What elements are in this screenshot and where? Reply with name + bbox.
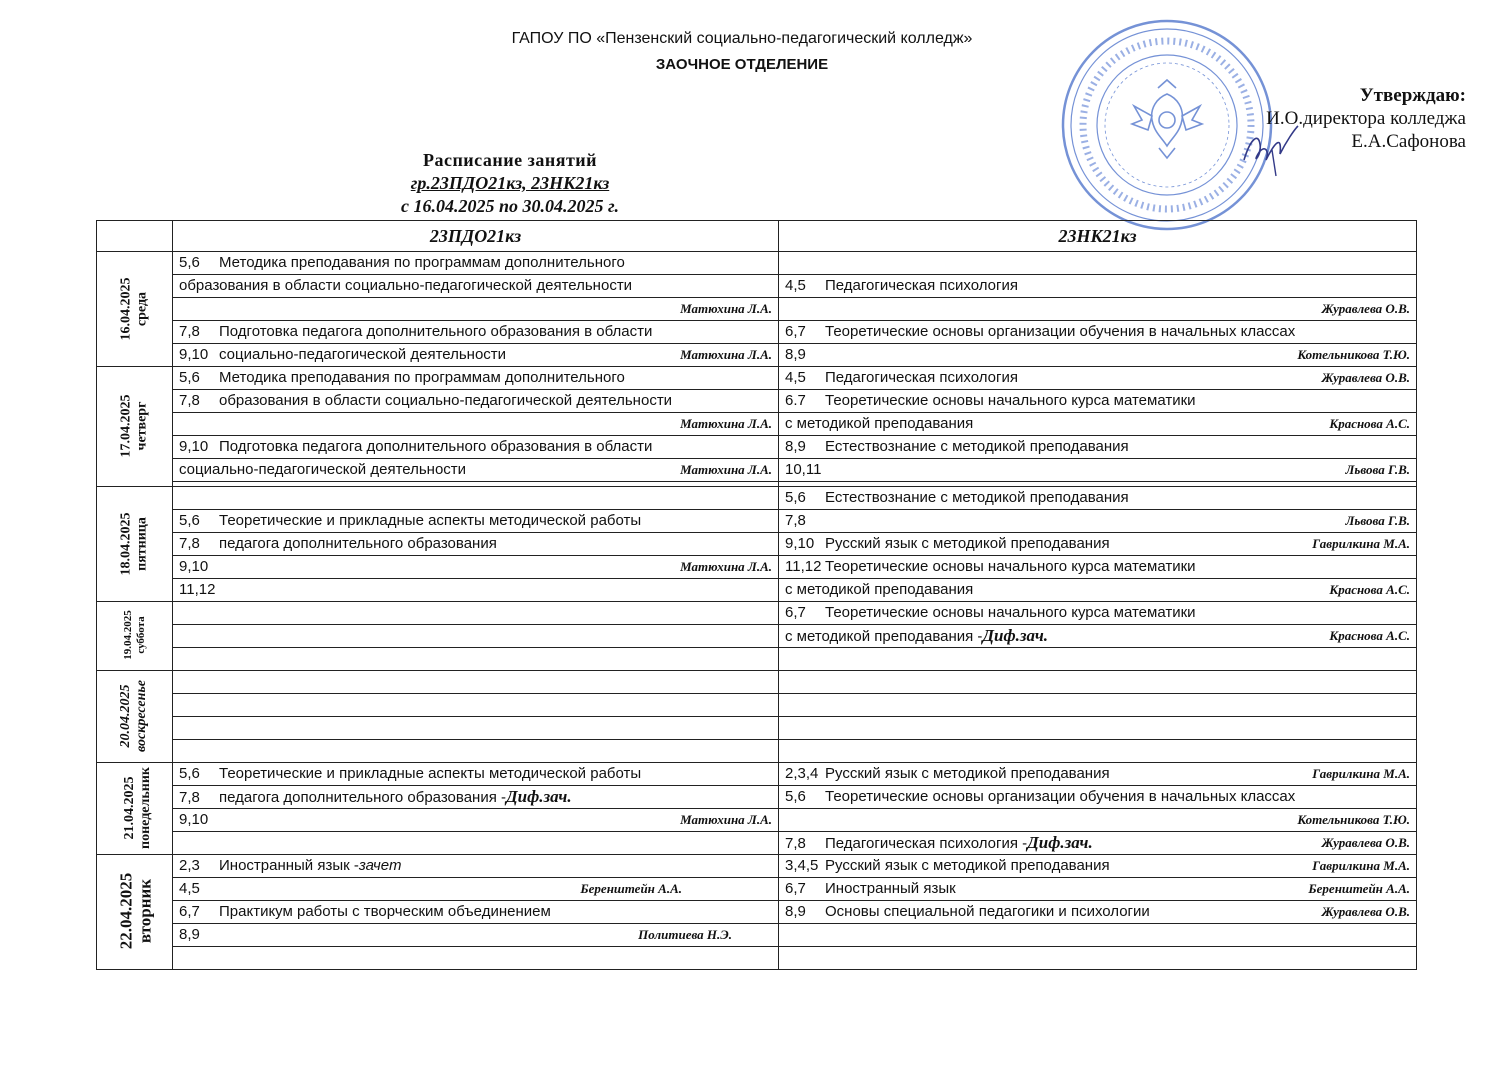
day-date: 17.04.2025 [118, 394, 134, 458]
approval-block [1266, 84, 1466, 153]
teacher-name: Беренштейн А.А. [1308, 881, 1410, 896]
lesson-cell [779, 763, 1417, 786]
lesson-hours: 7,8 [785, 512, 806, 529]
lesson-subject: социально-педагогической деятельности [219, 346, 507, 363]
lesson-subject: Теоретические основы организации обучения в начальных классах [825, 788, 1296, 805]
table-row [97, 947, 1417, 970]
table-row [97, 413, 1417, 436]
teacher-name: Краснова А.С. [1329, 582, 1410, 597]
day-weekday: пятница [134, 516, 150, 571]
teacher-name: Львова Г.В. [1345, 513, 1410, 528]
lesson-hours: 10,11 [785, 461, 822, 478]
day-label [97, 671, 173, 763]
day-weekday: воскресенье [134, 679, 150, 753]
lesson-hours: 7,8 [179, 323, 200, 340]
lesson-hours: 8,9 [179, 926, 200, 943]
page-title: Расписание занятий [422, 150, 598, 170]
lesson-subject: Теоретические основы начального курса математики [825, 604, 1196, 621]
lesson-subject: Теоретические и прикладные аспекты методической работы [219, 765, 642, 782]
lesson-subject: Педагогическая психология [825, 369, 1018, 386]
lesson-hours: 8,9 [785, 346, 806, 363]
lesson-cell [779, 671, 1417, 694]
lesson-subject: Естествознание с методикой преподавания [825, 438, 1129, 455]
lesson-cell [173, 556, 779, 579]
lesson-cell [779, 924, 1417, 947]
teacher-name: Журавлева О.В. [1321, 834, 1410, 850]
teacher-name: Журавлева О.В. [1321, 904, 1410, 919]
lesson-subject: образования в области социально-педагогической деятельности [179, 277, 633, 294]
teacher-name: Матюхина Л.А. [680, 559, 772, 574]
lesson-hours: 11,12 [785, 558, 822, 575]
lesson-cell [173, 344, 779, 367]
lesson-cell [173, 832, 779, 855]
lesson-cell [173, 740, 779, 763]
lesson-subject: Педагогическая психология [825, 277, 1018, 294]
lesson-subject: Русский язык с методикой преподавания [825, 535, 1110, 552]
day-date: 16.04.2025 [118, 277, 134, 340]
lesson-hours: 5,6 [785, 489, 806, 506]
lesson-hours: 9,10 [179, 811, 209, 828]
lesson-hours: 9,10 [179, 558, 209, 575]
lesson-hours: 8,9 [785, 903, 806, 920]
day-weekday: вторник [135, 878, 155, 944]
lesson-hours: 5,6 [179, 369, 200, 386]
teacher-name: Журавлева О.В. [1321, 301, 1410, 316]
lesson-cell [173, 671, 779, 694]
column-header-nk: 23НК21кз [779, 221, 1417, 252]
day-label [97, 602, 173, 671]
lesson-cell [779, 556, 1417, 579]
approval-name: Е.А.Сафонова [1351, 131, 1466, 152]
lesson-hours: 11,12 [179, 581, 216, 598]
college-name: ГАПОУ ПО «Пензенский социально-педагогический колледж» [511, 30, 973, 47]
schedule-table [96, 220, 1417, 970]
approval-heading: Утверждаю: [1359, 85, 1466, 106]
department-name: ЗАОЧНОЕ ОТДЕЛЕНИЕ [655, 56, 829, 73]
lesson-hours: 4,5 [785, 369, 806, 386]
day-weekday: понедельник [137, 767, 153, 849]
table-row [97, 855, 1417, 878]
lesson-cell [173, 390, 779, 413]
lesson-cell [173, 947, 779, 970]
lesson-hours: 6,7 [179, 903, 200, 920]
lesson-cell [173, 602, 779, 625]
lesson-hours: 7,8 [179, 535, 200, 552]
exam-mark: зачет [358, 857, 402, 874]
table-row [97, 924, 1417, 947]
day-label [97, 855, 173, 970]
lesson-subject: Практикум работы с творческим объединением [219, 903, 551, 920]
lesson-cell [779, 832, 1417, 855]
table-row [97, 809, 1417, 832]
table-row [97, 556, 1417, 579]
teacher-name: Краснова А.С. [1329, 416, 1410, 431]
lesson-hours: 3,4,5 [785, 857, 819, 874]
lesson-cell [779, 809, 1417, 832]
lesson-cell [173, 625, 779, 648]
lesson-cell [173, 694, 779, 717]
exam-mark: Диф.зач. [1027, 832, 1093, 852]
table-row [97, 252, 1417, 275]
teacher-name: Котельникова Т.Ю. [1297, 347, 1410, 362]
lesson-cell [779, 878, 1417, 901]
lesson-subject: Педагогическая психология - [825, 834, 1028, 852]
teacher-name: Матюхина Л.А. [680, 347, 772, 362]
day-date: 18.04.2025 [118, 512, 134, 575]
table-row [97, 832, 1417, 855]
table-row [97, 510, 1417, 533]
lesson-subject: Подготовка педагога дополнительного образования в области [219, 323, 653, 340]
lesson-cell [173, 367, 779, 390]
lesson-hours: 5,6 [179, 254, 200, 271]
table-row [97, 901, 1417, 924]
lesson-cell [173, 533, 779, 556]
teacher-name: Матюхина Л.А. [680, 301, 772, 316]
column-header-pdo: 23ПДО21кз [173, 221, 779, 252]
lesson-cell [779, 740, 1417, 763]
teacher-name: Матюхина Л.А. [680, 812, 772, 827]
table-row [97, 671, 1417, 694]
lesson-subject: с методикой преподавания [785, 581, 974, 598]
lesson-hours: 6,7 [785, 323, 806, 340]
day-weekday: суббота [134, 616, 147, 654]
lesson-cell [173, 878, 779, 901]
lesson-subject: Иностранный язык [825, 880, 956, 897]
lesson-cell [779, 298, 1417, 321]
table-row [97, 878, 1417, 901]
table-row [97, 275, 1417, 298]
table-row [97, 579, 1417, 602]
lesson-cell [173, 413, 779, 436]
day-label [97, 487, 173, 602]
exam-mark: Диф.зач. [506, 786, 572, 806]
table-row [97, 740, 1417, 763]
lesson-cell [173, 579, 779, 602]
table-row [97, 625, 1417, 648]
lesson-hours: 6,7 [785, 880, 806, 897]
lesson-hours: 9,10 [785, 535, 815, 552]
groups-line: гр.23ПДО21кз, 23НК21кз [410, 173, 610, 193]
lesson-hours: 5,6 [179, 765, 200, 782]
lesson-hours: 2,3,4 [785, 765, 819, 782]
lesson-cell [173, 275, 779, 298]
table-row [97, 367, 1417, 390]
table-row [97, 390, 1417, 413]
lesson-cell [779, 579, 1417, 602]
day-date: 20.04.2025 [118, 684, 134, 748]
day-date: 21.04.2025 [121, 776, 137, 840]
teacher-name: Матюхина Л.А. [680, 462, 772, 477]
lesson-cell [173, 436, 779, 459]
corner-cell [97, 221, 173, 252]
table-row [97, 763, 1417, 786]
lesson-subject: педагога дополнительного образования [219, 535, 497, 552]
table-row [97, 717, 1417, 740]
lesson-cell [173, 487, 779, 510]
lesson-cell [173, 763, 779, 786]
lesson-subject: Русский язык с методикой преподавания [825, 857, 1110, 874]
lesson-cell [173, 786, 779, 809]
lesson-cell [779, 625, 1417, 648]
lesson-cell [779, 275, 1417, 298]
lesson-hours: 4,5 [179, 880, 200, 897]
teacher-name: Гаврилкина М.А. [1312, 858, 1410, 873]
lesson-cell [173, 901, 779, 924]
lesson-cell [779, 533, 1417, 556]
lesson-cell [779, 694, 1417, 717]
lesson-subject: Теоретические основы организации обучения в начальных классах [825, 323, 1296, 340]
teacher-name: Матюхина Л.А. [680, 416, 772, 431]
lesson-subject: Теоретические основы начального курса математики [825, 558, 1196, 575]
lesson-cell [779, 786, 1417, 809]
lesson-cell [173, 510, 779, 533]
lesson-subject: Естествознание с методикой преподавания [825, 489, 1129, 506]
lesson-subject: Основы специальной педагогики и психологии [825, 903, 1150, 920]
table-row [97, 694, 1417, 717]
day-label [97, 252, 173, 367]
lesson-subject: Теоретические основы начального курса математики [825, 392, 1196, 409]
teacher-name: Гаврилкина М.А. [1312, 536, 1410, 551]
lesson-cell [173, 809, 779, 832]
lesson-cell [779, 510, 1417, 533]
teacher-name: Беренштейн А.А. [580, 881, 682, 896]
lesson-cell [779, 413, 1417, 436]
teacher-name: Гаврилкина М.А. [1312, 766, 1410, 781]
teacher-name: Котельникова Т.Ю. [1297, 812, 1410, 827]
lesson-cell [173, 924, 779, 947]
day-date: 22.04.2025 [116, 872, 136, 950]
table-row [97, 648, 1417, 671]
period-line: с 16.04.2025 по 30.04.2025 г. [401, 196, 619, 216]
lesson-cell [779, 901, 1417, 924]
column-header-row [97, 221, 1417, 252]
approval-position: И.О.директора колледжа [1266, 108, 1466, 129]
lesson-cell [779, 487, 1417, 510]
table-row [97, 436, 1417, 459]
day-label [97, 763, 173, 855]
table-row [97, 321, 1417, 344]
teacher-name: Краснова А.С. [1329, 627, 1410, 643]
lesson-cell [779, 367, 1417, 390]
lesson-hours: 7,8 [179, 392, 200, 409]
lesson-subject: Методика преподавания по программам дополнительного [219, 254, 625, 271]
lesson-cell [779, 947, 1417, 970]
lesson-cell [173, 252, 779, 275]
lesson-cell [173, 717, 779, 740]
day-label [97, 367, 173, 487]
lesson-cell [779, 602, 1417, 625]
lesson-subject: педагога дополнительного образования - [219, 788, 506, 806]
day-date: 19.04.2025 [121, 610, 134, 660]
lesson-cell [779, 321, 1417, 344]
lesson-cell [173, 648, 779, 671]
lesson-hours: 5,6 [179, 512, 200, 529]
table-row [97, 533, 1417, 556]
day-weekday: среда [134, 291, 150, 326]
exam-mark: Диф.зач. [982, 625, 1048, 645]
lesson-cell [173, 298, 779, 321]
teacher-name: Политиева Н.Э. [638, 927, 732, 942]
teacher-name: Журавлева О.В. [1321, 370, 1410, 385]
lesson-cell [779, 390, 1417, 413]
lesson-subject: Русский язык с методикой преподавания [825, 765, 1110, 782]
lesson-subject: Методика преподавания по программам дополнительного [219, 369, 625, 386]
lesson-subject: Подготовка педагога дополнительного образования в области [219, 438, 653, 455]
lesson-hours: 7,8 [179, 788, 200, 806]
lesson-hours: 5,6 [785, 788, 806, 805]
table-row [97, 602, 1417, 625]
lesson-hours: 2,3 [179, 857, 200, 874]
lesson-subject: с методикой преподавания [785, 415, 974, 432]
lesson-cell [173, 459, 779, 482]
lesson-cell [779, 344, 1417, 367]
lesson-cell [779, 459, 1417, 482]
lesson-cell [173, 855, 779, 878]
lesson-cell [779, 855, 1417, 878]
lesson-hours: 8,9 [785, 438, 806, 455]
table-row [97, 298, 1417, 321]
lesson-cell [779, 648, 1417, 671]
table-row [97, 786, 1417, 809]
teacher-name: Львова Г.В. [1345, 462, 1410, 477]
table-row [97, 487, 1417, 510]
day-weekday: четверг [134, 401, 150, 451]
lesson-hours: 6.7 [785, 392, 806, 409]
table-row [97, 459, 1417, 482]
lesson-hours: 9,10 [179, 346, 209, 363]
lesson-hours: 7,8 [785, 834, 806, 852]
lesson-subject: образования в области социально-педагогической деятельности [219, 392, 673, 409]
lesson-cell [173, 321, 779, 344]
table-row [97, 344, 1417, 367]
lesson-subject: Иностранный язык - [219, 857, 359, 874]
lesson-hours: 4,5 [785, 277, 806, 294]
lesson-cell [779, 252, 1417, 275]
lesson-cell [779, 717, 1417, 740]
lesson-subject: Теоретические и прикладные аспекты методической работы [219, 512, 642, 529]
lesson-subject: социально-педагогической деятельности [179, 461, 467, 478]
lesson-subject: с методикой преподавания - [785, 627, 983, 645]
lesson-hours: 6,7 [785, 604, 806, 621]
lesson-hours: 9,10 [179, 438, 209, 455]
lesson-cell [779, 436, 1417, 459]
